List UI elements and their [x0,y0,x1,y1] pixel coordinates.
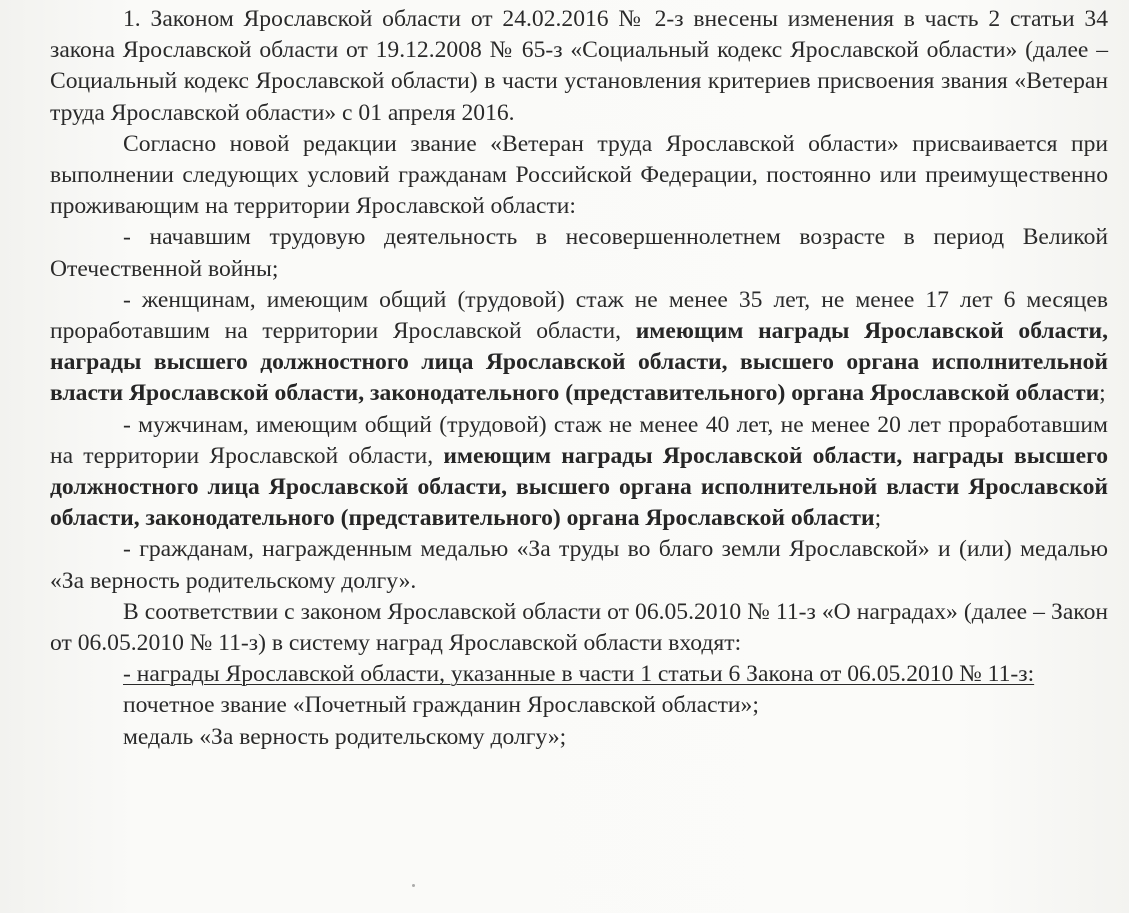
paragraph-text: - мужчинам, имеющим общий (трудовой) стаж не менее 40 лет, не менее 20 лет проработавшим на территории Ярославской области, [50,411,1108,469]
paragraph-law-amendment [50,4,1108,129]
list-item [50,722,1108,753]
condition-medal-holders [50,534,1108,596]
paragraph-awards-law [50,597,1108,659]
paragraph-text: ; [1099,380,1106,407]
paragraph-bold-text: имеющим награды Ярославской области, награды высшего должностного лица Ярославской области, высшего органа исполнительной власти Ярославской области, законодательного (представительного) органа Ярославской области [50,442,1108,532]
paragraph-text: - женщинам, имеющим общий (трудовой) стаж не менее 35 лет, не менее 17 лет 6 месяцев проработавшим на территории Ярославской области, [50,286,1108,345]
condition-men [50,410,1108,535]
condition-wartime-workers [50,222,1108,284]
underlined-heading: - награды Ярославской области, указанные в части 1 статьи 6 Закона от 06.05.2010 № 11-з: [123,661,1035,688]
paragraph-new-edition [50,129,1108,223]
list-item [50,690,1108,721]
paragraph-text: Согласно новой редакции звание «Ветеран труда Ярославской области» присваивается при выполнении следующих условий гражданам Российской Федерации, постоянно или преимущественно проживающим на территории Ярославской области: [50,130,1108,220]
paragraph-bold-text: имеющим награды Ярославской области, награды высшего должностного лица Ярославской области, высшего органа исполнительной власти Ярославской области, законодательного (представительного) органа Ярославской области [50,318,1109,407]
paragraph-text: ; [874,505,882,532]
paragraph-text: - начавшим трудовую деятельность в несовершеннолетнем возрасте в период Великой Отечественной войны; [50,224,1108,282]
scan-speck [412,884,415,887]
list-item-text: почетное звание «Почетный гражданин Ярославской области»; [123,692,759,719]
document-body [50,4,1108,753]
paragraph-text: В соответствии с законом Ярославской области от 06.05.2010 № 11-з «О наградах» (далее – Закон от 06.05.2010 № 11-з) в систему наград Ярославской области входят: [50,598,1108,657]
paragraph-text: - гражданам, награжденным медалью «За труды во благо земли Ярославской» и (или) медалью «За верность родительскому долгу». [50,536,1108,594]
condition-women [50,285,1108,410]
paragraph-text: 1. Законом Ярославской области от 24.02.2016 № 2-з внесены изменения в часть 2 статьи 34 закона Ярославской области от 19.12.2008 № 65-з «Социальный кодекс Ярославской области» (далее – Социальный кодекс Ярославской области) в части установления критериев присвоения звания «Ветеран труда Ярославской области» с 01 апреля 2016. [50,6,1108,126]
paragraph-awards-list-heading [50,659,1108,690]
list-item-text: медаль «За верность родительскому долгу»; [123,723,567,750]
